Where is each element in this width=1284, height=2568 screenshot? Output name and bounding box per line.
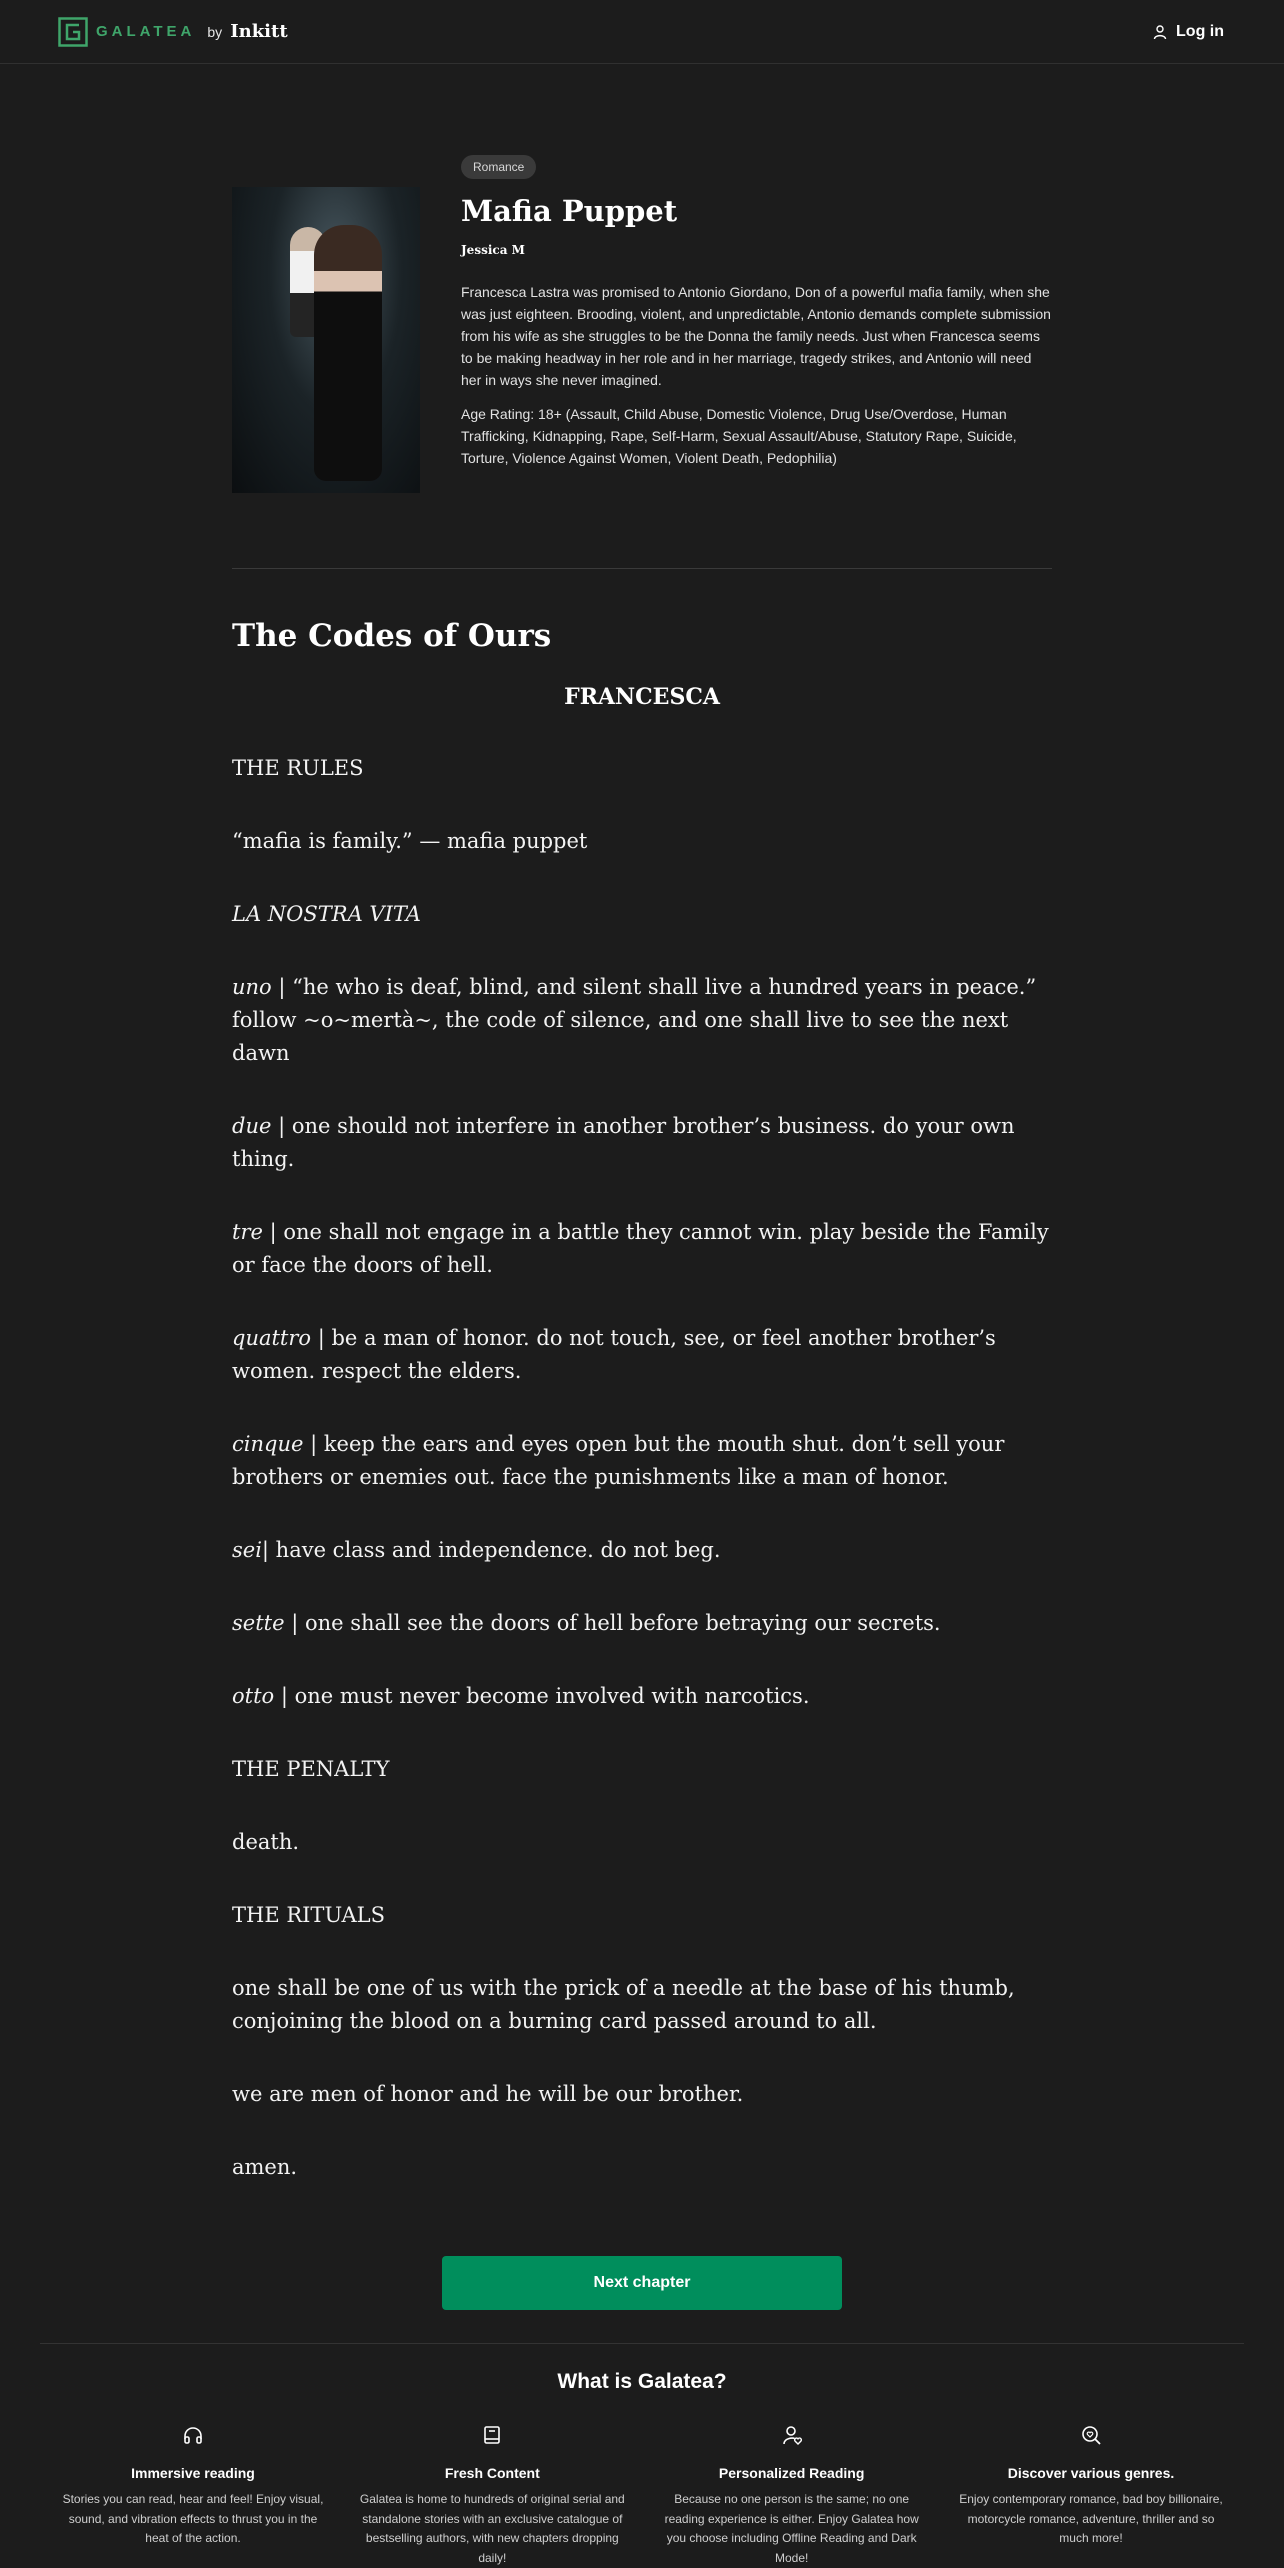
paragraph-lead: tre bbox=[232, 1220, 263, 1244]
chapter-paragraph bbox=[232, 971, 1052, 1070]
feature-personalized-reading bbox=[657, 2424, 927, 2568]
feature-immersive-reading bbox=[58, 2424, 328, 2568]
galatea-logo-icon bbox=[58, 17, 88, 47]
paragraph-text: amen. bbox=[232, 2155, 298, 2179]
feature-title: Fresh Content bbox=[444, 2465, 540, 2481]
section-divider bbox=[232, 568, 1052, 569]
feature-title: Immersive reading bbox=[131, 2465, 255, 2481]
feature-title: Discover various genres. bbox=[1007, 2465, 1175, 2481]
chapter-paragraph bbox=[232, 1428, 1052, 1494]
chapter-content bbox=[232, 612, 1052, 2224]
chapter-paragraph bbox=[232, 1607, 1052, 1640]
galatea-logo[interactable] bbox=[58, 17, 288, 47]
book-blurb: Francesca Lastra was promised to Antonio Giordano, Don of a powerful mafia family, when she was just eighteen. Brooding, violent, and unpredictable, Antonio demands complete submission from his wife as she struggles to be the Donna the family needs. Just when Francesca seems to be making headway in her role and in her marriage, tragedy strikes, and Antonio will need her in ways she never imagined. bbox=[461, 284, 1051, 388]
feature-title: Personalized Reading bbox=[718, 2465, 865, 2481]
paragraph-text: | be a man of honor. do not touch, see, or feel another brother’s women. respect the elders. bbox=[232, 1326, 996, 1383]
paragraph-text: THE RULES bbox=[232, 756, 364, 780]
chapter-paragraph bbox=[232, 2151, 1052, 2184]
chapter-paragraph bbox=[232, 1534, 1052, 1567]
user-heart-icon bbox=[781, 2424, 803, 2446]
age-rating: Age Rating: 18+ (Assault, Child Abuse, Domestic Violence, Drug Use/Overdose, Human Trafficking, Kidnapping, Rape, Self-Harm, Sexual Assault/Abuse, Statutory Rape, Suicide, Torture, Violence Against Women, Violent Death, Pedophilia) bbox=[461, 406, 1017, 466]
feature-description: Enjoy contemporary romance, bad boy billionaire, motorcycle romance, adventure, thriller and so much more! bbox=[959, 2492, 1223, 2545]
inkitt-logo: Inkitt bbox=[230, 21, 288, 42]
paragraph-text: | one shall see the doors of hell before betraying our secrets. bbox=[284, 1611, 941, 1635]
login-label: Log in bbox=[1176, 22, 1224, 40]
brand-by: by bbox=[207, 23, 223, 40]
chapter-paragraph bbox=[232, 1322, 1052, 1388]
paragraph-text: we are men of honor and he will be our brother. bbox=[232, 2082, 744, 2106]
book-cover-image bbox=[232, 187, 420, 493]
top-bar bbox=[0, 0, 1284, 64]
footer-divider bbox=[40, 2343, 1244, 2344]
paragraph-text: “mafia is family.” — mafia puppet bbox=[232, 829, 588, 853]
chapter-paragraph bbox=[232, 1972, 1052, 2038]
feature-discover-genres bbox=[956, 2424, 1226, 2568]
headphones-icon bbox=[182, 2424, 204, 2446]
paragraph-text: | one must never become involved with narcotics. bbox=[274, 1684, 810, 1708]
paragraph-lead: due bbox=[232, 1114, 272, 1138]
paragraph-lead: quattro bbox=[232, 1326, 312, 1350]
cover-figure-woman bbox=[314, 225, 382, 481]
chapter-paragraph bbox=[232, 1680, 1052, 1713]
book-icon bbox=[481, 2424, 503, 2446]
brand-wordmark: GALATEA bbox=[96, 23, 196, 40]
paragraph-lead: cinque bbox=[232, 1432, 304, 1456]
paragraph-text: | one should not interfere in another brother’s business. do your own thing. bbox=[232, 1114, 1015, 1171]
paragraph-text: | keep the ears and eyes open but the mouth shut. don’t sell your brothers or enemies out. face the punishments like a man of honor. bbox=[232, 1432, 1005, 1489]
chapter-paragraph bbox=[232, 2078, 1052, 2111]
book-author[interactable]: Jessica M bbox=[461, 243, 525, 257]
book-meta bbox=[461, 155, 1051, 469]
paragraph-text: | have class and independence. do not beg. bbox=[261, 1538, 721, 1562]
paragraph-lead: sette bbox=[232, 1611, 285, 1635]
chapter-paragraph bbox=[232, 898, 1052, 931]
feature-description: Because no one person is the same; no one reading experience is either. Enjoy Galatea how you choose including Offline Reading and Dark Mode! bbox=[664, 2492, 919, 2565]
login-button[interactable] bbox=[1152, 23, 1224, 41]
paragraph-text: THE PENALTY bbox=[232, 1757, 390, 1781]
book-title: Mafia Puppet bbox=[461, 194, 678, 228]
feature-fresh-content bbox=[357, 2424, 627, 2568]
what-is-galatea-heading: What is Galatea? bbox=[557, 2370, 727, 2393]
paragraph-text: THE RITUALS bbox=[232, 1903, 385, 1927]
chapter-paragraph bbox=[232, 752, 1052, 785]
paragraph-lead: LA NOSTRA VITA bbox=[232, 902, 421, 926]
paragraph-text: | “he who is deaf, blind, and silent shall live a hundred years in peace.” follow ~o~mertà~, the code of silence, and one shall live to see the next dawn bbox=[232, 975, 1037, 1065]
paragraph-lead: uno bbox=[232, 975, 272, 999]
feature-description: Galatea is home to hundreds of original serial and standalone stories with an exclusive catalogue of bestselling authors, with new chapters dropping daily! bbox=[359, 2492, 625, 2565]
chapter-paragraph bbox=[232, 1216, 1052, 1282]
features-row bbox=[58, 2424, 1226, 2568]
chapter-paragraph bbox=[232, 825, 1052, 858]
chapter-paragraph bbox=[232, 1899, 1052, 1932]
genre-badge[interactable]: Romance bbox=[461, 155, 536, 179]
chapter-paragraph bbox=[232, 1110, 1052, 1176]
paragraph-lead: otto bbox=[232, 1684, 275, 1708]
user-icon bbox=[1152, 24, 1168, 40]
chapter-pov-heading: FRANCESCA bbox=[564, 684, 720, 710]
chapter-title: The Codes of Ours bbox=[232, 618, 552, 654]
paragraph-text: one shall be one of us with the prick of a needle at the base of his thumb, conjoining the blood on a burning card passed around to all. bbox=[232, 1976, 1015, 2033]
chapter-paragraph bbox=[232, 1753, 1052, 1786]
chapter-paragraph bbox=[232, 1826, 1052, 1859]
next-chapter-button[interactable]: Next chapter bbox=[442, 2256, 842, 2310]
paragraph-lead: sei bbox=[232, 1538, 262, 1562]
search-heart-icon bbox=[1080, 2424, 1102, 2446]
feature-description: Stories you can read, hear and feel! Enjoy visual, sound, and vibration effects to thrust you in the heat of the action. bbox=[62, 2492, 324, 2545]
chapter-paragraphs bbox=[232, 752, 1052, 2184]
paragraph-text: death. bbox=[232, 1830, 300, 1854]
paragraph-text: | one shall not engage in a battle they cannot win. play beside the Family or face the doors of hell. bbox=[232, 1220, 1049, 1277]
